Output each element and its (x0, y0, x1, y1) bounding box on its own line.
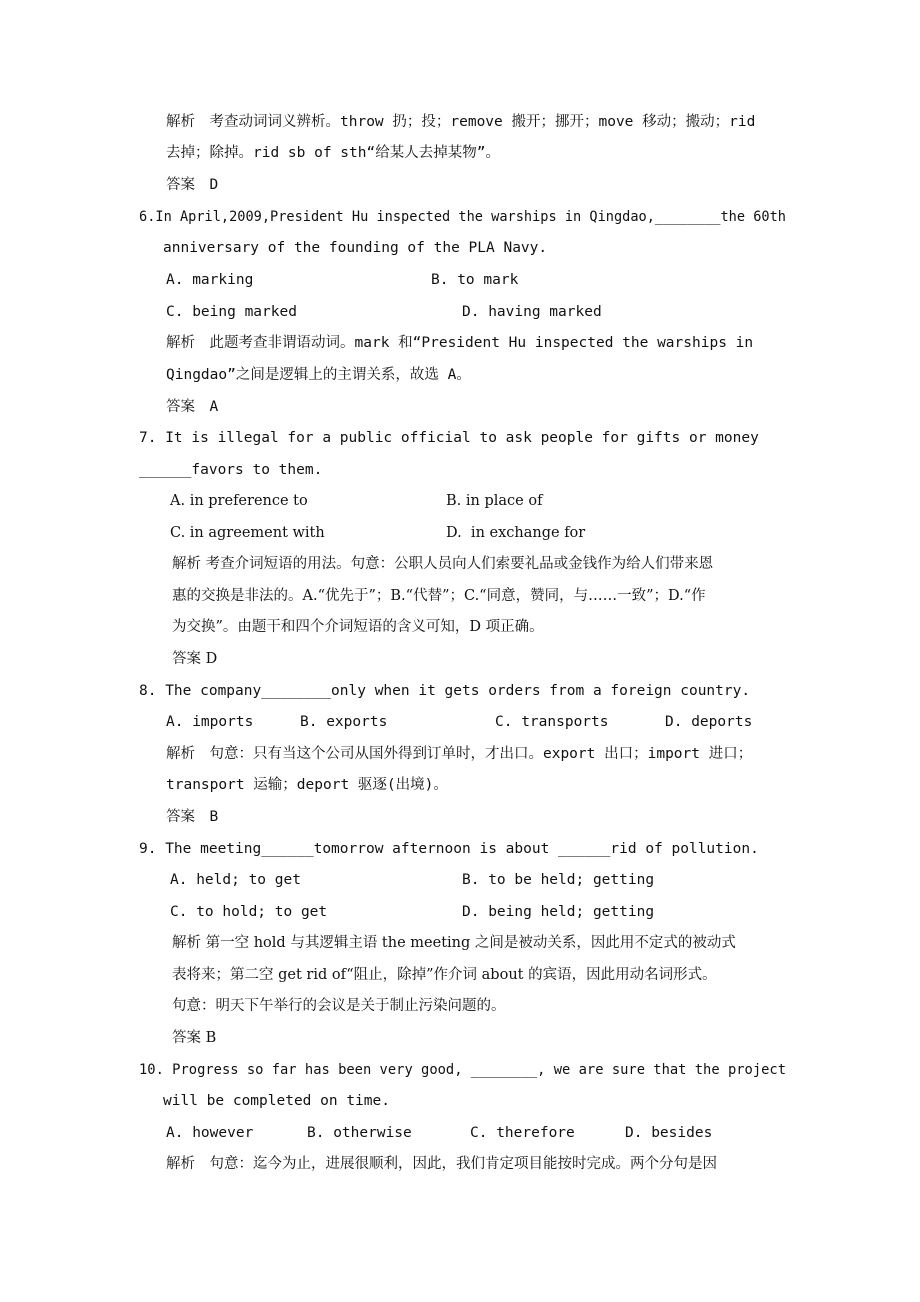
q9-stem-line1: 9. The meeting______tomorrow afternoon is about ______rid of pollution. (139, 841, 759, 857)
q8-option-b: B. exports (300, 714, 388, 730)
q7-answer: 答案 D (172, 651, 218, 667)
q8-option-c: C. transports (495, 714, 609, 730)
q10-stem-line1: 10. Progress so far has been very good, ________, we are sure that the project (139, 1062, 787, 1078)
q9-option-a: A. held; to get (170, 872, 301, 888)
q8-analysis-line1: 解析 句意：只有当这个公司从国外得到订单时，才出口。export 出口；import 进口； (166, 746, 753, 762)
q7-stem-line2: ______favors to them. (139, 462, 323, 478)
q6-analysis-line1: 解析 此题考查非谓语动词。mark 和“President Hu inspected the warships in (166, 335, 754, 351)
q10-option-b: B. otherwise (307, 1125, 412, 1141)
q10-option-c: C. therefore (470, 1125, 575, 1141)
q5-analysis-line2: 去掉；除掉。rid sb of sth“给某人去掉某物”。 (166, 145, 500, 161)
q7-option-b: B. in place of (446, 493, 543, 509)
q7-analysis-line1: 解析 考查介词短语的用法。句意：公职人员向人们索要礼品或金钱作为给人们带来恩 (172, 556, 714, 572)
q6-option-b: B. to mark (431, 272, 519, 288)
q7-stem-line1: 7. It is illegal for a public official to ask people for gifts or money (139, 430, 759, 446)
q7-option-d: D. in exchange for (446, 525, 586, 541)
q7-option-a: A. in preference to (170, 493, 308, 509)
q9-option-d: D. being held; getting (462, 904, 655, 920)
q6-option-d: D. having marked (462, 304, 602, 320)
q5-analysis-line1: 解析 考查动词词义辨析。throw 扔；投；remove 搬开；挪开；move 移动；搬动；rid (166, 114, 756, 130)
q6-stem-line1: 6.In April,2009,President Hu inspected the warships in Qingdao,________the 60th (139, 209, 786, 225)
q8-analysis-line2: transport 运输；deport 驱逐(出境)。 (166, 777, 448, 793)
q6-answer: 答案 A (166, 399, 219, 415)
q10-option-a: A. however (166, 1125, 254, 1141)
q6-stem-line2: anniversary of the founding of the PLA Navy. (163, 240, 548, 256)
q6-analysis-line2: Qingdao”之间是逻辑上的主谓关系，故选 A。 (166, 367, 471, 383)
q10-analysis-line1: 解析 句意：迄今为止，进展很顺利，因此，我们肯定项目能按时完成。两个分句是因 (166, 1156, 717, 1172)
q6-option-c: C. being marked (166, 304, 297, 320)
q8-option-a: A. imports (166, 714, 254, 730)
q8-option-d: D. deports (665, 714, 753, 730)
q9-analysis-line3: 句意：明天下午举行的会议是关于制止污染问题的。 (172, 998, 506, 1014)
q7-analysis-line2: 惠的交换是非法的。A.“优先于”；B.“代替”；C.“同意，赞同，与……一致”；D.“作 (172, 588, 706, 604)
q6-option-a: A. marking (166, 272, 254, 288)
q8-stem-line1: 8. The company________only when it gets orders from a foreign country. (139, 683, 751, 699)
q10-option-d: D. besides (625, 1125, 713, 1141)
q5-answer: 答案 D (166, 177, 219, 193)
q7-analysis-line3: 为交换”。由题干和四个介词短语的含义可知，D 项正确。 (172, 619, 544, 635)
q9-answer: 答案 B (172, 1030, 217, 1046)
q9-analysis-line2: 表将来；第二空 get rid of“阻止，除掉”作介词 about 的宾语，因此用动名词形式。 (172, 967, 717, 983)
q9-analysis-line1: 解析 第一空 hold 与其逻辑主语 the meeting 之间是被动关系，因此用不定式的被动式 (172, 935, 736, 951)
q9-option-c: C. to hold; to get (170, 904, 328, 920)
q7-option-c: C. in agreement with (170, 525, 325, 541)
q8-answer: 答案 B (166, 809, 219, 825)
q10-stem-line2: will be completed on time. (163, 1093, 390, 1109)
q9-option-b: B. to be held; getting (462, 872, 655, 888)
